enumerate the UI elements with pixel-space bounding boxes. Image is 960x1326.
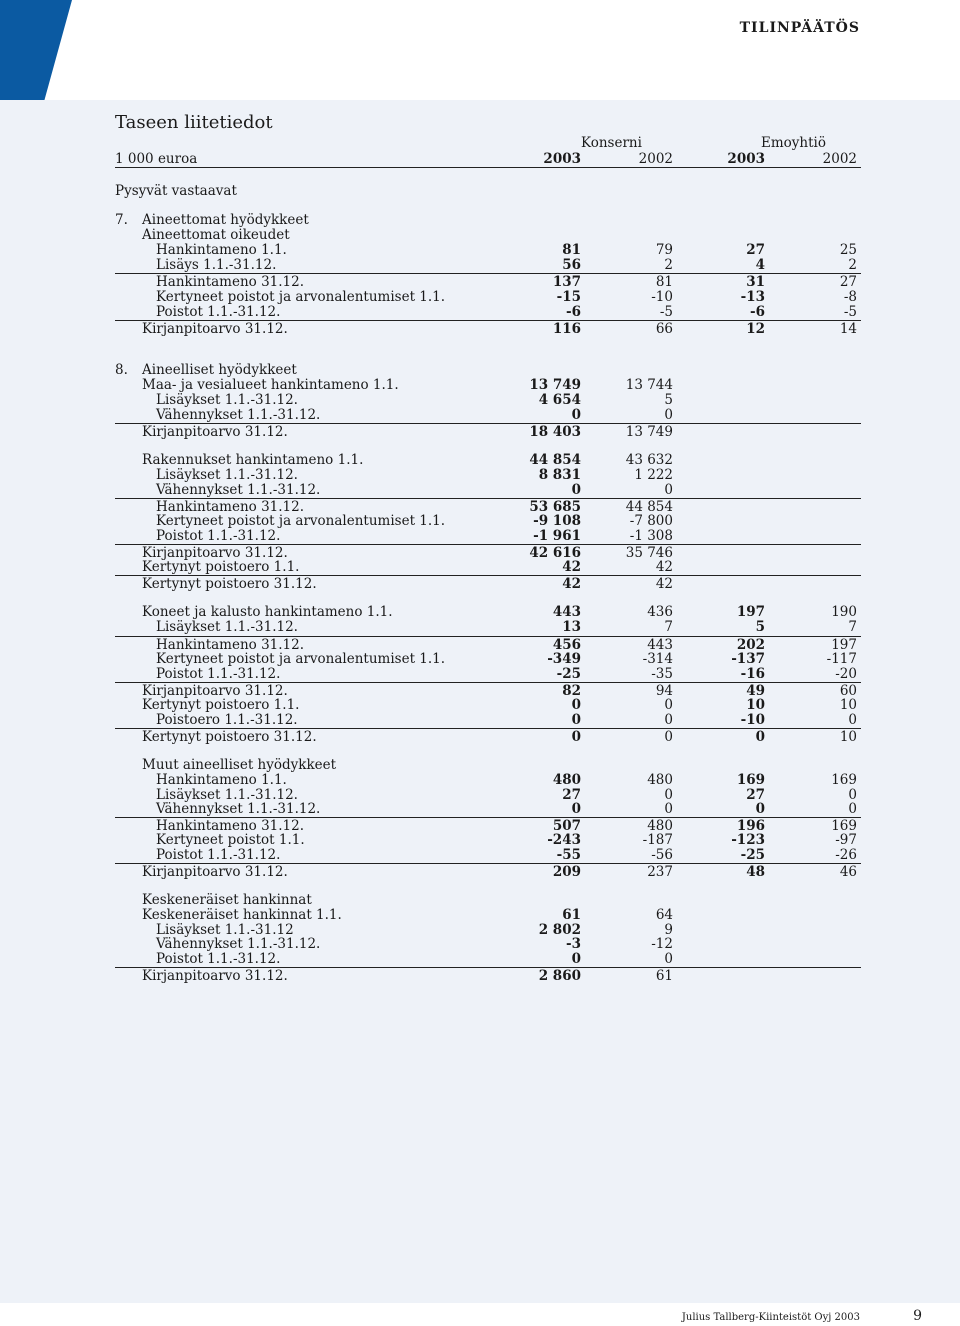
value-cell: 13 744 bbox=[625, 377, 673, 393]
value-cell: 10 bbox=[839, 729, 857, 745]
table-row bbox=[115, 757, 861, 773]
value-cell: -7 800 bbox=[629, 513, 673, 529]
value-cell: 443 bbox=[552, 604, 581, 620]
value-cell: -137 bbox=[731, 651, 765, 667]
value-cell: -5 bbox=[843, 304, 857, 320]
column-group-header bbox=[115, 135, 861, 151]
value-cell: 42 616 bbox=[529, 545, 581, 561]
value-cell: 27 bbox=[746, 787, 765, 803]
row-label: Keskeneräiset hankinnat bbox=[142, 892, 312, 908]
row-label: Hankintameno 1.1. bbox=[156, 772, 287, 788]
value-cell: 27 bbox=[746, 242, 765, 258]
value-cell: 5 bbox=[664, 392, 673, 408]
value-cell: 0 bbox=[571, 697, 581, 713]
value-cell: 61 bbox=[562, 907, 581, 923]
value-cell: 169 bbox=[831, 772, 857, 788]
value-cell: -187 bbox=[642, 832, 673, 848]
value-cell: 0 bbox=[571, 482, 581, 498]
value-cell: 1 222 bbox=[634, 467, 673, 483]
value-cell: 237 bbox=[647, 864, 673, 880]
value-cell: 42 bbox=[655, 576, 673, 592]
row-label: Lisäykset 1.1.-31.12. bbox=[156, 392, 298, 408]
row-label: Rakennukset hankintameno 1.1. bbox=[142, 452, 364, 468]
value-cell: 44 854 bbox=[625, 499, 673, 515]
value-cell: -1 961 bbox=[533, 528, 581, 544]
row-label: Kertynyt poistoero 31.12. bbox=[142, 729, 317, 745]
row-label: Kirjanpitoarvo 31.12. bbox=[142, 968, 288, 984]
value-cell: 35 746 bbox=[625, 545, 673, 561]
section-header: TILINPÄÄTÖS bbox=[739, 20, 860, 36]
value-cell: -55 bbox=[556, 847, 581, 863]
value-cell: 0 bbox=[664, 729, 673, 745]
table-row bbox=[115, 832, 861, 848]
value-cell: 42 bbox=[562, 576, 581, 592]
value-cell: 4 bbox=[755, 257, 765, 273]
value-cell: 436 bbox=[647, 604, 673, 620]
value-cell: 443 bbox=[647, 637, 673, 653]
table-row bbox=[115, 967, 861, 984]
row-label: Lisäykset 1.1.-31.12 bbox=[156, 922, 294, 938]
value-cell: 8 831 bbox=[538, 467, 581, 483]
row-label: Hankintameno 1.1. bbox=[156, 242, 287, 258]
table-row bbox=[115, 697, 861, 713]
table-row bbox=[115, 801, 861, 817]
value-cell: 7 bbox=[664, 619, 673, 635]
value-cell: 137 bbox=[552, 274, 581, 290]
row-label: Vähennykset 1.1.-31.12. bbox=[156, 407, 321, 423]
section-heading: Pysyvät vastaavat bbox=[115, 183, 237, 199]
value-cell: -123 bbox=[731, 832, 765, 848]
table-row bbox=[115, 528, 861, 544]
row-label: Vähennykset 1.1.-31.12. bbox=[156, 801, 321, 817]
value-cell: 2 bbox=[848, 257, 857, 273]
page-title: Taseen liitetiedot bbox=[115, 112, 273, 133]
table-row bbox=[115, 273, 861, 290]
table-row bbox=[115, 728, 861, 745]
value-cell: -117 bbox=[826, 651, 857, 667]
row-label: Poistoero 1.1.-31.12. bbox=[156, 712, 298, 728]
group-konserni: Konserni bbox=[581, 135, 642, 151]
row-label: Vähennykset 1.1.-31.12. bbox=[156, 482, 321, 498]
value-cell: 116 bbox=[552, 321, 581, 337]
value-cell: 42 bbox=[562, 559, 581, 575]
row-label: Hankintameno 31.12. bbox=[156, 274, 305, 290]
value-cell: 4 654 bbox=[538, 392, 581, 408]
table-row bbox=[115, 951, 861, 967]
value-cell: -16 bbox=[740, 666, 765, 682]
table-row bbox=[115, 392, 861, 408]
value-cell: 0 bbox=[664, 712, 673, 728]
table-row bbox=[115, 651, 861, 667]
table-row bbox=[115, 467, 861, 483]
footer-company: Julius Tallberg-Kiinteistöt Oyj 2003 bbox=[681, 1312, 860, 1323]
value-cell: -25 bbox=[740, 847, 765, 863]
value-cell: -243 bbox=[547, 832, 581, 848]
value-cell: 202 bbox=[736, 637, 765, 653]
row-label: Kirjanpitoarvo 31.12. bbox=[142, 545, 288, 561]
year-col-4: 2002 bbox=[822, 151, 857, 167]
year-col-3: 2003 bbox=[727, 151, 765, 167]
group-emoyhtio: Emoyhtiö bbox=[761, 135, 826, 151]
value-cell: -97 bbox=[835, 832, 857, 848]
table-row bbox=[115, 452, 861, 468]
table-row bbox=[115, 242, 861, 258]
value-cell: 2 860 bbox=[538, 968, 581, 984]
row-label: Lisäykset 1.1.-31.12. bbox=[156, 467, 298, 483]
row-label: Kertyneet poistot ja arvonalentumiset 1.1. bbox=[156, 513, 446, 529]
value-cell: 43 632 bbox=[625, 452, 673, 468]
row-label: Poistot 1.1.-31.12. bbox=[156, 847, 281, 863]
value-cell: -8 bbox=[843, 289, 857, 305]
value-cell: -56 bbox=[651, 847, 673, 863]
table-row bbox=[115, 619, 861, 635]
row-label: Hankintameno 31.12. bbox=[156, 818, 305, 834]
row-label: Keskeneräiset hankinnat 1.1. bbox=[142, 907, 342, 923]
value-cell: 480 bbox=[647, 818, 673, 834]
page-number: 9 bbox=[913, 1308, 922, 1324]
value-cell: 13 749 bbox=[625, 424, 673, 440]
table-row bbox=[115, 604, 861, 620]
value-cell: -13 bbox=[740, 289, 765, 305]
note-8-heading bbox=[115, 362, 861, 378]
row-label: Kertyneet poistot 1.1. bbox=[156, 832, 305, 848]
row-label: Poistot 1.1.-31.12. bbox=[156, 951, 281, 967]
value-cell: 53 685 bbox=[529, 499, 581, 515]
value-cell: 0 bbox=[571, 712, 581, 728]
value-cell: -3 bbox=[566, 936, 581, 952]
value-cell: 13 bbox=[562, 619, 581, 635]
value-cell: 0 bbox=[664, 482, 673, 498]
row-label: Kertyneet poistot ja arvonalentumiset 1.1. bbox=[156, 289, 446, 305]
value-cell: 9 bbox=[664, 922, 673, 938]
value-cell: 5 bbox=[755, 619, 765, 635]
value-cell: 196 bbox=[736, 818, 765, 834]
table-row bbox=[115, 320, 861, 337]
value-cell: 10 bbox=[746, 697, 765, 713]
row-label: Kertyneet poistot ja arvonalentumiset 1.1. bbox=[156, 651, 446, 667]
value-cell: -25 bbox=[556, 666, 581, 682]
value-cell: 66 bbox=[655, 321, 673, 337]
note-7-subheading: Aineettomat oikeudet bbox=[142, 227, 290, 243]
value-cell: 197 bbox=[831, 637, 857, 653]
row-label: Poistot 1.1.-31.12. bbox=[156, 666, 281, 682]
value-cell: 42 bbox=[655, 559, 673, 575]
row-label: Kertynyt poistoero 1.1. bbox=[142, 697, 300, 713]
value-cell: 82 bbox=[562, 683, 581, 699]
value-cell: 27 bbox=[562, 787, 581, 803]
table-row bbox=[115, 304, 861, 320]
value-cell: -6 bbox=[750, 304, 765, 320]
value-cell: -35 bbox=[651, 666, 673, 682]
value-cell: 18 403 bbox=[529, 424, 581, 440]
table-row bbox=[115, 423, 861, 440]
table-row bbox=[115, 907, 861, 923]
table-row bbox=[115, 559, 861, 575]
row-label: Kertynyt poistoero 31.12. bbox=[142, 576, 317, 592]
value-cell: 0 bbox=[755, 729, 765, 745]
value-cell: 2 bbox=[664, 257, 673, 273]
value-cell: 12 bbox=[746, 321, 765, 337]
row-label: Kertynyt poistoero 1.1. bbox=[142, 559, 300, 575]
row-label: Hankintameno 31.12. bbox=[156, 637, 305, 653]
value-cell: 190 bbox=[831, 604, 857, 620]
value-cell: 81 bbox=[655, 274, 673, 290]
value-cell: 480 bbox=[647, 772, 673, 788]
table-row bbox=[115, 936, 861, 952]
note-number: 8. bbox=[115, 362, 128, 378]
value-cell: 0 bbox=[848, 801, 857, 817]
row-label: Hankintameno 31.12. bbox=[156, 499, 305, 515]
value-cell: 7 bbox=[848, 619, 857, 635]
value-cell: 0 bbox=[664, 787, 673, 803]
table-row bbox=[115, 257, 861, 273]
value-cell: 480 bbox=[552, 772, 581, 788]
table-row bbox=[115, 863, 861, 880]
value-cell: 209 bbox=[552, 864, 581, 880]
value-cell: 197 bbox=[736, 604, 765, 620]
value-cell: 79 bbox=[655, 242, 673, 258]
value-cell: -20 bbox=[835, 666, 857, 682]
note-number: 7. bbox=[115, 212, 128, 228]
row-label: Poistot 1.1.-31.12. bbox=[156, 304, 281, 320]
row-label: Kirjanpitoarvo 31.12. bbox=[142, 424, 288, 440]
value-cell: 49 bbox=[746, 683, 765, 699]
value-cell: 169 bbox=[831, 818, 857, 834]
year-col-1: 2003 bbox=[543, 151, 581, 167]
value-cell: 94 bbox=[655, 683, 673, 699]
value-cell: 81 bbox=[562, 242, 581, 258]
value-cell: -12 bbox=[651, 936, 673, 952]
row-label: Muut aineelliset hyödykkeet bbox=[142, 757, 337, 773]
table-row bbox=[115, 712, 861, 728]
note-title: Aineelliset hyödykkeet bbox=[142, 362, 297, 378]
value-cell: 31 bbox=[746, 274, 765, 290]
table-row bbox=[115, 513, 861, 529]
value-cell: 44 854 bbox=[529, 452, 581, 468]
note-7-heading bbox=[115, 212, 861, 228]
value-cell: 0 bbox=[664, 697, 673, 713]
value-cell: 0 bbox=[571, 801, 581, 817]
value-cell: 169 bbox=[736, 772, 765, 788]
value-cell: 56 bbox=[562, 257, 581, 273]
value-cell: 27 bbox=[839, 274, 857, 290]
value-cell: 456 bbox=[552, 637, 581, 653]
year-col-2: 2002 bbox=[638, 151, 673, 167]
value-cell: 0 bbox=[755, 801, 765, 817]
value-cell: -1 308 bbox=[629, 528, 673, 544]
row-label: Maa- ja vesialueet hankintameno 1.1. bbox=[142, 377, 399, 393]
row-label: Kirjanpitoarvo 31.12. bbox=[142, 683, 288, 699]
value-cell: 10 bbox=[839, 697, 857, 713]
row-label: Lisäykset 1.1.-31.12. bbox=[156, 619, 298, 635]
value-cell: 14 bbox=[839, 321, 857, 337]
value-cell: -5 bbox=[659, 304, 673, 320]
table-row bbox=[115, 892, 861, 908]
value-cell: 507 bbox=[552, 818, 581, 834]
table-row bbox=[115, 407, 861, 423]
value-cell: -26 bbox=[835, 847, 857, 863]
value-cell: -314 bbox=[642, 651, 673, 667]
value-cell: 61 bbox=[655, 968, 673, 984]
unit-label: 1 000 euroa bbox=[115, 151, 198, 167]
table-row bbox=[115, 772, 861, 788]
table-row bbox=[115, 666, 861, 682]
value-cell: 25 bbox=[839, 242, 857, 258]
value-cell: -10 bbox=[740, 712, 765, 728]
value-cell: -10 bbox=[651, 289, 673, 305]
value-cell: 13 749 bbox=[529, 377, 581, 393]
table-row bbox=[115, 377, 861, 393]
row-label: Kirjanpitoarvo 31.12. bbox=[142, 321, 288, 337]
table-row bbox=[115, 575, 861, 592]
table-row bbox=[115, 289, 861, 305]
column-year-header bbox=[115, 151, 861, 168]
value-cell: 0 bbox=[664, 951, 673, 967]
value-cell: 0 bbox=[571, 407, 581, 423]
row-label: Poistot 1.1.-31.12. bbox=[156, 528, 281, 544]
table-row bbox=[115, 847, 861, 863]
value-cell: 0 bbox=[664, 407, 673, 423]
value-cell: -15 bbox=[556, 289, 581, 305]
value-cell: 60 bbox=[839, 683, 857, 699]
row-label: Lisäykset 1.1.-31.12. bbox=[156, 787, 298, 803]
value-cell: -6 bbox=[566, 304, 581, 320]
table-row bbox=[115, 482, 861, 498]
value-cell: -9 108 bbox=[533, 513, 581, 529]
row-label: Lisäys 1.1.-31.12. bbox=[156, 257, 277, 273]
value-cell: -349 bbox=[547, 651, 581, 667]
value-cell: 0 bbox=[848, 787, 857, 803]
value-cell: 0 bbox=[571, 729, 581, 745]
row-label: Koneet ja kalusto hankintameno 1.1. bbox=[142, 604, 393, 620]
value-cell: 0 bbox=[848, 712, 857, 728]
row-label: Vähennykset 1.1.-31.12. bbox=[156, 936, 321, 952]
value-cell: 0 bbox=[571, 951, 581, 967]
value-cell: 46 bbox=[839, 864, 857, 880]
value-cell: 48 bbox=[746, 864, 765, 880]
note-title: Aineettomat hyödykkeet bbox=[142, 212, 309, 228]
row-label: Kirjanpitoarvo 31.12. bbox=[142, 864, 288, 880]
value-cell: 2 802 bbox=[538, 922, 581, 938]
value-cell: 64 bbox=[655, 907, 673, 923]
value-cell: 0 bbox=[664, 801, 673, 817]
